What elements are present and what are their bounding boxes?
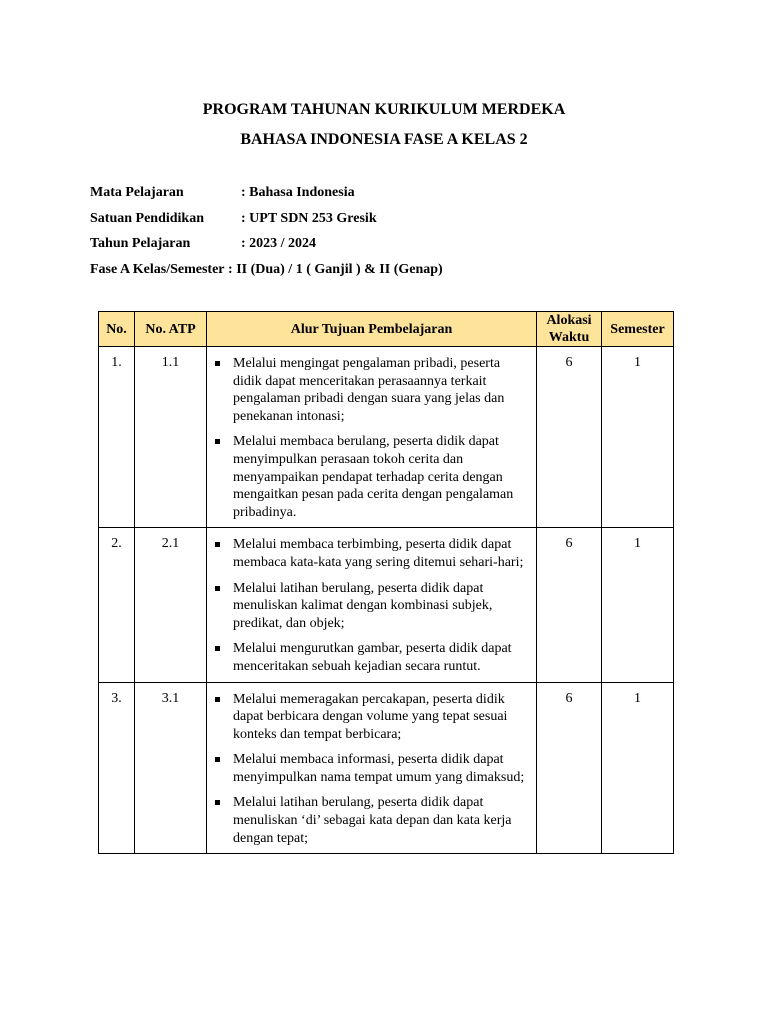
objective-list: [213, 536, 530, 675]
list-item: [213, 433, 530, 521]
info-value: : UPT SDN 253 Gresik: [241, 210, 377, 226]
cell-semester: 1: [602, 682, 674, 854]
info-row-mata-pelajaran: [90, 183, 443, 209]
objective-text: Melalui membaca informasi, peserta didik dapat menyimpulkan nama tempat umum yang dimaksud;: [233, 752, 525, 785]
objective-text: Melalui latihan berulang, peserta didik dapat menuliskan ‘di’ sebagai kata depan dan kata kerja dengan tepat;: [233, 795, 512, 846]
square-bullet-icon: [215, 439, 220, 444]
cell-no-atp: 2.1: [135, 528, 207, 682]
column-header-alokasi-waktu: [537, 312, 602, 347]
cell-semester: 1: [602, 528, 674, 682]
objective-text: Melalui mengingat pengalaman pribadi, peserta didik dapat menceritakan perasaannya terkait pengalaman pribadi dengan suara yang jelas dan penekanan intonasi;: [233, 356, 505, 424]
cell-alokasi-waktu: 6: [537, 682, 602, 854]
info-label: Mata Pelajaran: [90, 185, 184, 200]
table-row: [99, 682, 674, 854]
square-bullet-icon: [215, 542, 220, 547]
cell-no: 3.: [99, 682, 135, 854]
cell-alokasi-waktu: 6: [537, 347, 602, 528]
objective-text: Melalui memeragakan percakapan, peserta didik dapat berbicara dengan volume yang tepat sesuai konteks dan tempat berbicara;: [233, 691, 508, 742]
table-header-row: [99, 312, 674, 347]
cell-no: 2.: [99, 528, 135, 682]
cell-alur-tujuan: [207, 682, 537, 854]
list-item: [213, 536, 530, 571]
list-item: [213, 751, 530, 786]
cell-no-atp: 3.1: [135, 682, 207, 854]
square-bullet-icon: [215, 800, 220, 805]
square-bullet-icon: [215, 697, 220, 702]
square-bullet-icon: [215, 646, 220, 651]
square-bullet-icon: [215, 757, 220, 762]
square-bullet-icon: [215, 586, 220, 591]
info-value: : II (Dua) / 1 ( Ganjil ) & II (Genap): [224, 261, 443, 277]
cell-no: 1.: [99, 347, 135, 528]
info-row-fase-kelas-semester: [90, 260, 443, 286]
info-label: Tahun Pelajaran: [90, 236, 191, 251]
column-header-alur-tujuan: Alur Tujuan Pembelajaran: [207, 312, 537, 347]
square-bullet-icon: [215, 361, 220, 366]
cell-semester: 1: [602, 347, 674, 528]
cell-alur-tujuan: [207, 347, 537, 528]
column-header-no: No.: [99, 312, 135, 347]
table-row: [99, 347, 674, 528]
info-label: Satuan Pendidikan: [90, 210, 204, 226]
objective-list: [213, 691, 530, 848]
column-header-no-atp: No. ATP: [135, 312, 207, 347]
info-row-satuan-pendidikan: [90, 209, 443, 235]
table-row: [99, 528, 674, 682]
list-item: [213, 355, 530, 425]
info-value: : Bahasa Indonesia: [241, 185, 355, 200]
objective-text: Melalui membaca berulang, peserta didik dapat menyimpulkan perasaan tokoh cerita dan menyampaikan pendapat terhadap cerita dengan mengaitkan pesan pada cerita dengan pengalaman pribadinya.: [233, 434, 514, 520]
header-alokasi-line2: Waktu: [548, 330, 590, 345]
header-alokasi-line1: Alokasi: [546, 313, 592, 328]
atp-table: [98, 311, 674, 854]
column-header-semester: Semester: [602, 312, 674, 347]
cell-alokasi-waktu: 6: [537, 528, 602, 682]
list-item: [213, 691, 530, 744]
objective-text: Melalui latihan berulang, peserta didik dapat menuliskan kalimat dengan kombinasi subjek, predikat, dan objek;: [233, 580, 493, 631]
info-label: Fase A Kelas/Semester: [90, 261, 225, 277]
objective-text: Melalui mengurutkan gambar, peserta didik dapat menceritakan sebuah kejadian secara runtut.: [233, 641, 512, 674]
list-item: [213, 580, 530, 633]
document-title-line2: BAHASA INDONESIA FASE A KELAS 2: [240, 131, 528, 148]
info-block: [90, 183, 443, 285]
cell-no-atp: 1.1: [135, 347, 207, 528]
list-item: [213, 640, 530, 675]
objective-text: Melalui membaca terbimbing, peserta didik dapat membaca kata-kata yang sering ditemui sehari-hari;: [233, 537, 524, 570]
list-item: [213, 794, 530, 847]
info-row-tahun-pelajaran: [90, 234, 443, 260]
cell-alur-tujuan: [207, 528, 537, 682]
document-title-line1: PROGRAM TAHUNAN KURIKULUM MERDEKA: [202, 101, 566, 118]
info-value: : 2023 / 2024: [241, 236, 317, 251]
objective-list: [213, 355, 530, 521]
